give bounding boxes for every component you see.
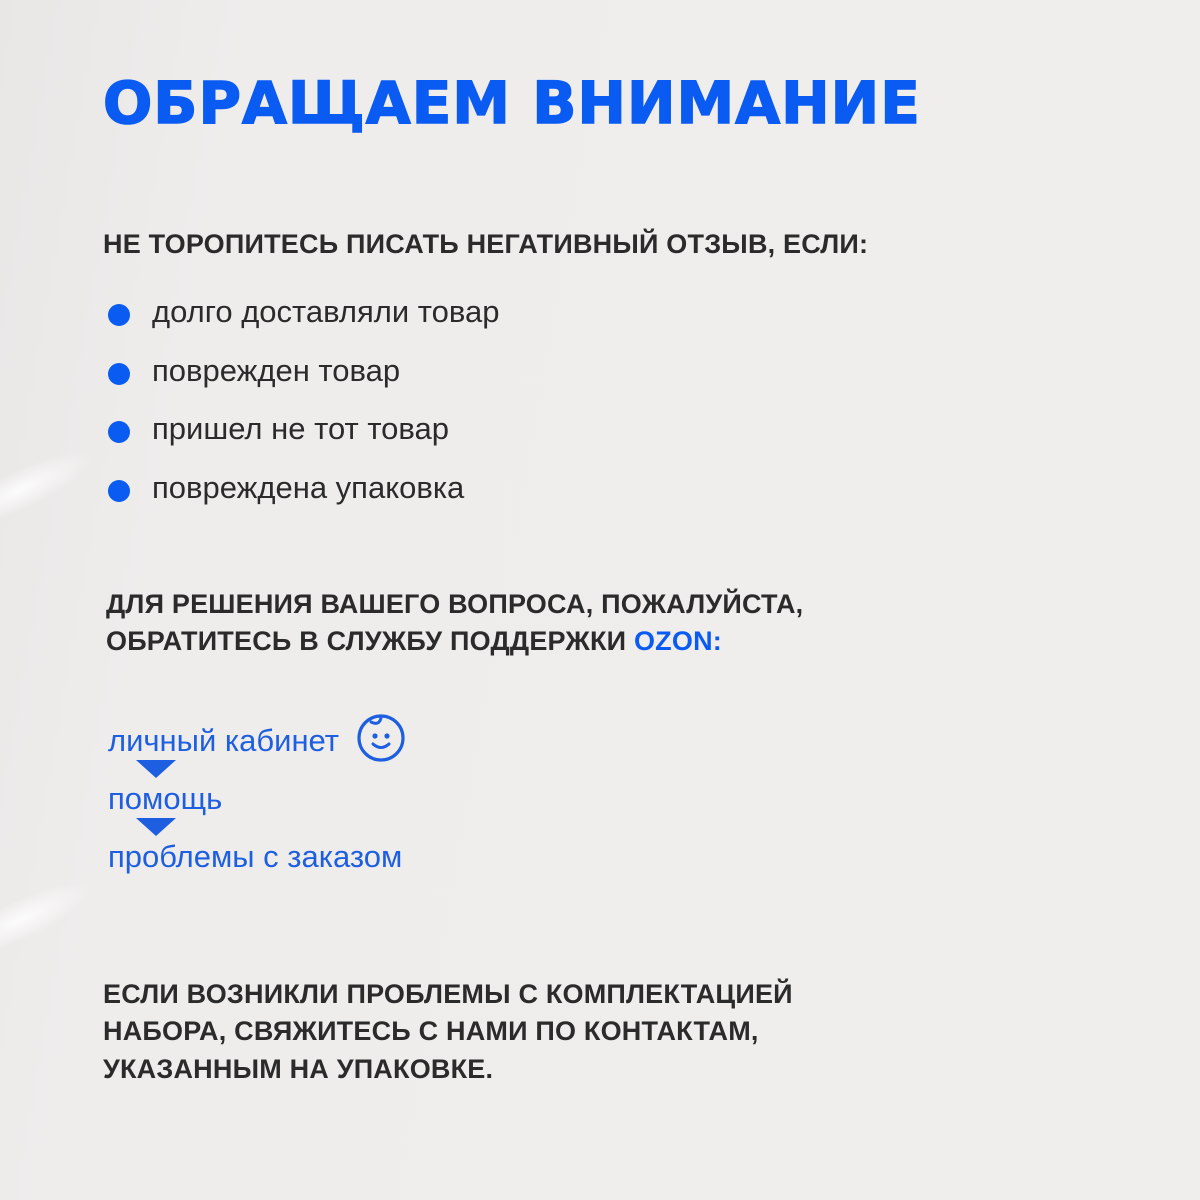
- list-item: [108, 400, 499, 459]
- support-navigation-path: [108, 718, 407, 878]
- list-item-text: долго доставляли товар: [152, 294, 500, 330]
- support-heading-line2: ОБРАТИТЕСЬ В СЛУЖБУ ПОДДЕРЖКИ: [106, 626, 634, 657]
- path-step-account-label: личный кабинет: [108, 722, 339, 758]
- list-item-text: пришел не тот товар: [152, 411, 450, 447]
- section-heading-support: [106, 586, 803, 661]
- reasons-list: [108, 283, 499, 517]
- list-item-text: поврежден товар: [152, 352, 401, 388]
- path-step-help: [108, 776, 407, 820]
- section-heading-contacts: [103, 976, 793, 1088]
- path-step-account: [108, 718, 407, 762]
- light-glare: [0, 438, 101, 542]
- bullet-dot-icon: [108, 304, 130, 326]
- contacts-line1: ЕСЛИ ВОЗНИКЛИ ПРОБЛЕМЫ С КОМПЛЕКТАЦИЕЙ: [103, 979, 793, 1009]
- smiley-face-icon: [355, 712, 407, 764]
- bullet-dot-icon: [108, 363, 130, 385]
- support-heading-line1: ДЛЯ РЕШЕНИЯ ВАШЕГО ВОПРОСА, ПОЖАЛУЙСТА,: [106, 589, 804, 619]
- path-step-order-problems-label: проблемы с заказом: [108, 838, 403, 874]
- page-title: ОБРАЩАЕМ ВНИМАНИЕ: [103, 69, 921, 137]
- contacts-line3: УКАЗАННЫМ НА УПАКОВКЕ.: [103, 1053, 494, 1084]
- list-item: [108, 283, 499, 342]
- ozon-brand-label: OZON:: [633, 626, 722, 657]
- path-step-order-problems: [108, 834, 407, 878]
- section-heading-review: НЕ ТОРОПИТЕСЬ ПИСАТЬ НЕГАТИВНЫЙ ОТЗЫВ, ЕСЛИ:: [103, 229, 869, 259]
- contacts-line2: НАБОРА, СВЯЖИТЕСЬ С НАМИ ПО КОНТАКТАМ,: [103, 1016, 759, 1047]
- light-glare: [0, 868, 101, 972]
- list-item: [108, 459, 499, 518]
- bullet-dot-icon: [108, 421, 130, 443]
- list-item: [108, 342, 499, 401]
- bullet-dot-icon: [108, 480, 130, 502]
- list-item-text: повреждена упаковка: [152, 469, 465, 505]
- path-step-help-label: помощь: [108, 780, 223, 816]
